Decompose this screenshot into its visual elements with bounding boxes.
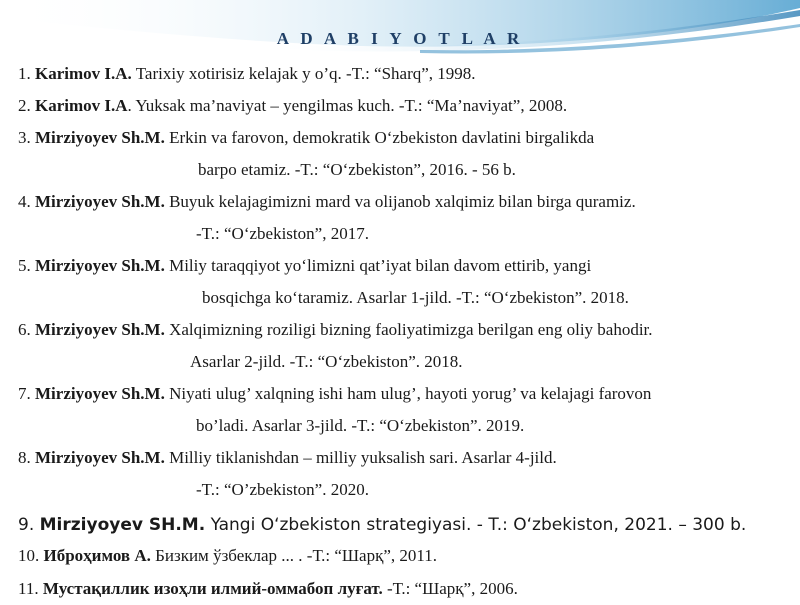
reference-text: Бизким ўзбеклар ... . -Т.: “Шарқ”, 2011. (150, 546, 438, 565)
reference-number: 10. (18, 546, 40, 565)
reference-number: 3. (18, 128, 31, 147)
reference-text: Yangi O‘zbekiston strategiyasi. - T.: O‘zbekiston, 2021. – 300 b. (205, 515, 747, 535)
reference-author: Karimov I.A (35, 96, 128, 115)
reference-number: 8. (18, 448, 31, 467)
reference-number: 1. (18, 64, 31, 83)
reference-item (18, 58, 793, 90)
reference-continuation: -T.: “O‘zbekiston”, 2017. (196, 224, 369, 243)
reference-text: . Yuksak ma’naviyat – yengilmas kuch. -T.: “Ma’naviyat”, 2008. (127, 96, 568, 115)
reference-number: 6. (18, 320, 31, 339)
reference-text: Erkin va farovon, demokratik O‘zbekiston davlatini birgalikda (164, 128, 595, 147)
reference-text: Niyati ulug’ xalqning ishi ham ulug’, hayoti yorug’ va kelajagi farovon (164, 384, 652, 403)
reference-item (18, 515, 793, 535)
reference-author: Mirziyoyev SH.M. (39, 515, 206, 535)
reference-author: Mirziyoyev Sh.M. (35, 384, 165, 403)
reference-text: -Т.: “Шарқ”, 2006. (382, 579, 518, 598)
reference-author: Mirziyoyev Sh.M. (35, 128, 165, 147)
reference-text: Tarixiy xotirisiz kelajak y o’q. -T.: “Sharq”, 1998. (131, 64, 476, 83)
reference-text: Xalqimizning roziligi bizning faoliyatimizga berilgan eng oliy bahodir. (164, 320, 653, 339)
reference-item (18, 186, 793, 250)
reference-author: Мустақиллик изоҳли илмий-оммабоп луғат. (42, 579, 383, 598)
reference-number: 9. (18, 515, 35, 535)
reference-item (18, 378, 793, 442)
reference-continuation: -T.: “O’zbekiston”. 2020. (196, 480, 369, 499)
reference-text: Buyuk kelajagimizni mard va olijanob xalqimiz bilan birga quramiz. (164, 192, 636, 211)
reference-number: 11. (18, 579, 39, 598)
reference-author: Mirziyoyev Sh.M. (35, 448, 165, 467)
reference-text: Miliy taraqqiyot yo‘limizni qat’iyat bilan davom ettirib, yangi (164, 256, 592, 275)
reference-continuation: bosqichga ko‘taramiz. Asarlar 1-jild. -T.: “O‘zbekiston”. 2018. (202, 288, 629, 307)
reference-item (18, 90, 793, 122)
reference-author: Mirziyoyev Sh.M. (35, 320, 165, 339)
reference-number: 2. (18, 96, 31, 115)
reference-text: Milliy tiklanishdan – milliy yuksalish sari. Asarlar 4-jild. (164, 448, 557, 467)
reference-item (18, 573, 793, 605)
reference-number: 7. (18, 384, 31, 403)
reference-continuation: barpo etamiz. -T.: “O‘zbekiston”, 2016. - 56 b. (198, 160, 516, 179)
reference-number: 5. (18, 256, 31, 275)
reference-list (18, 58, 793, 605)
reference-continuation: bo’ladi. Asarlar 3-jild. -T.: “O‘zbekiston”. 2019. (196, 416, 525, 435)
reference-author: Mirziyoyev Sh.M. (35, 192, 165, 211)
reference-item (18, 250, 793, 314)
reference-number: 4. (18, 192, 31, 211)
reference-item (18, 314, 793, 378)
reference-author: Karimov I.A. (35, 64, 132, 83)
reference-author: Mirziyoyev Sh.M. (35, 256, 165, 275)
reference-continuation: Asarlar 2-jild. -T.: “O‘zbekiston”. 2018. (190, 352, 463, 371)
reference-item (18, 122, 793, 186)
reference-author: Иброҳимов А. (43, 546, 151, 565)
page-title: A D A B I Y O T L A R (276, 29, 524, 48)
reference-item (18, 540, 793, 572)
reference-item (18, 442, 793, 506)
